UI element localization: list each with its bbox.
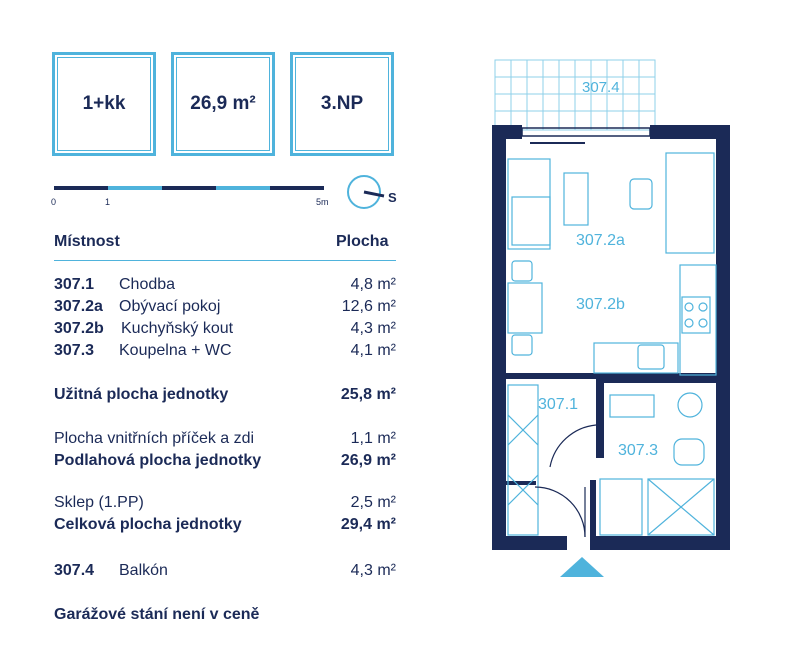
doors (535, 425, 596, 537)
room-row (54, 342, 396, 362)
layout-box (52, 52, 156, 156)
compass-label: S (388, 190, 397, 205)
useful-area-value: 25,8 m² (340, 386, 396, 403)
walls-area-row (54, 430, 396, 450)
hall-label: 307.1 (538, 396, 579, 413)
parking-note (54, 606, 396, 626)
room-area: 4,3 m² (350, 320, 396, 337)
room-code: 307.1 (54, 276, 95, 293)
total-area-row (54, 516, 396, 536)
total-area-label: Celková plocha jednotky (54, 516, 242, 533)
kitchen-label: 307.2b (576, 296, 625, 313)
room-code: 307.3 (54, 342, 95, 359)
balcony-label: 307.4 (582, 79, 620, 96)
room-code: 307.2a (54, 298, 103, 315)
room-row (54, 298, 396, 318)
floor-value: 3.NP (320, 93, 364, 114)
room-row (54, 276, 396, 296)
outer-walls (492, 125, 730, 550)
furniture (508, 153, 716, 535)
room-code: 307.2b (54, 320, 104, 337)
room-area: 4,1 m² (350, 342, 396, 359)
floor-plan (490, 55, 740, 580)
scale-label-0: 0 (51, 197, 57, 207)
parking-note-text: Garážové stání není v ceně (54, 606, 260, 623)
header-room: Místnost (54, 233, 120, 250)
scale-label-5m: 5m (316, 197, 329, 207)
balcony-name: Balkón (119, 562, 168, 579)
room-row (54, 320, 396, 340)
total-area-value: 29,4 m² (340, 516, 396, 533)
room-name: Kuchyňský kout (121, 320, 234, 337)
useful-area-row (54, 386, 396, 406)
floor-box (290, 52, 394, 156)
room-area: 4,8 m² (350, 276, 396, 293)
useful-area-label: Užitná plocha jednotky (54, 386, 229, 403)
balcony-row (54, 562, 396, 582)
header-divider (54, 260, 396, 261)
compass-icon (346, 172, 402, 212)
scale-label-1: 1 (105, 197, 111, 207)
room-name: Chodba (119, 276, 176, 293)
layout-value: 1+kk (82, 93, 126, 114)
cellar-area-value: 2,5 m² (350, 494, 396, 511)
balcony-area: 4,3 m² (350, 562, 396, 579)
walls-area-label: Plocha vnitřních příček a zdi (54, 430, 255, 447)
balcony-code: 307.4 (54, 562, 95, 579)
cellar-area-label: Sklep (1.PP) (54, 494, 144, 511)
bathroom-label: 307.3 (618, 442, 659, 459)
floor-area-value: 26,9 m² (340, 452, 396, 469)
room-name: Koupelna + WC (119, 342, 232, 359)
room-area: 12,6 m² (341, 298, 396, 315)
cellar-area-row (54, 494, 396, 514)
balcony-tiles (495, 60, 655, 130)
room-name: Obývací pokoj (119, 298, 221, 315)
entrance-arrow-icon (560, 557, 604, 577)
area-box (171, 52, 275, 156)
floor-area-label: Podlahová plocha jednotky (54, 452, 262, 469)
living-room-label: 307.2a (576, 232, 625, 249)
balcony-window (522, 128, 650, 136)
scale-bar (54, 186, 324, 190)
floor-area-row (54, 452, 396, 472)
walls-area-value: 1,1 m² (350, 430, 396, 447)
area-value: 26,9 m² (190, 93, 256, 114)
header-area: Plocha (336, 233, 389, 250)
